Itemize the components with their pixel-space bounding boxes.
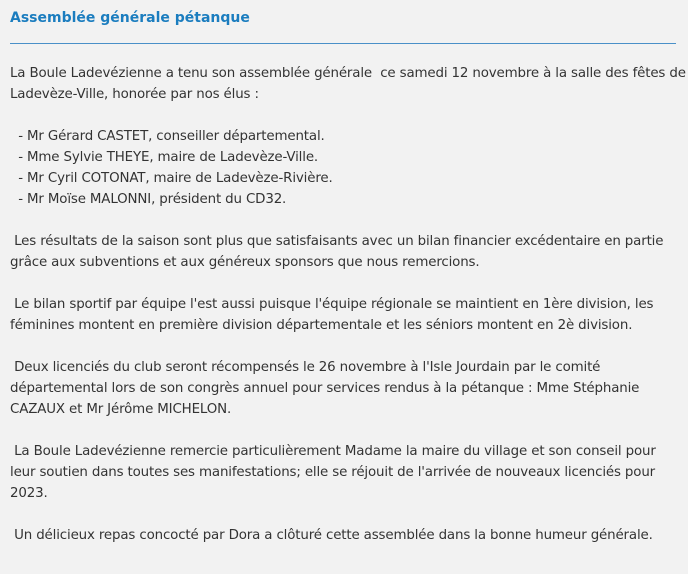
official-item: - Mr Moïse MALONNI, président du CD32. [10, 192, 287, 207]
sport-line: Le bilan sportif par équipe l'est aussi puisque l'équipe régionale se maintient en 1ère division, les [10, 297, 654, 312]
results-line: grâce aux subventions et aux généreux sponsors que nous remercions. [10, 255, 480, 270]
official-item: - Mr Cyril COTONAT, maire de Ladevèze-Rivière. [10, 171, 333, 186]
thanks-paragraph [10, 441, 678, 504]
awards-line: CAZAUX et Mr Jérôme MICHELON. [10, 402, 232, 417]
official-item: - Mme Sylvie THEYE, maire de Ladevèze-Ville. [10, 150, 319, 165]
officials-list [10, 126, 678, 210]
official-item: - Mr Gérard CASTET, conseiller départemental. [10, 129, 325, 144]
sport-paragraph [10, 294, 678, 336]
thanks-line: 2023. [10, 486, 48, 501]
intro-line: La Boule Ladevézienne a tenu son assemblée générale ce samedi 12 novembre à la salle des fêtes de [10, 66, 686, 81]
closing-line: Un délicieux repas concocté par Dora a clôturé cette assemblée dans la bonne humeur générale. [10, 528, 653, 543]
closing-paragraph [10, 525, 678, 546]
results-paragraph [10, 231, 678, 273]
thanks-line: leur soutien dans toutes ses manifestations; elle se réjouit de l'arrivée de nouveaux licenciés pour [10, 465, 656, 480]
article-body [10, 63, 686, 567]
title-divider [10, 43, 676, 44]
intro-paragraph [10, 63, 686, 105]
thanks-line: La Boule Ladevézienne remercie particulièrement Madame la maire du village et son conseil pour [10, 444, 656, 459]
results-line: Les résultats de la saison sont plus que satisfaisants avec un bilan financier excédentaire en partie [10, 234, 664, 249]
awards-paragraph [10, 357, 678, 420]
article-title: Assemblée générale pétanque [10, 10, 250, 26]
intro-line: Ladevèze-Ville, honorée par nos élus : [10, 87, 259, 102]
awards-line: Deux licenciés du club seront récompensés le 26 novembre à l'Isle Jourdain par le comité [10, 360, 601, 375]
awards-line: départemental lors de son congrès annuel pour services rendus à la pétanque : Mme Stéphanie [10, 381, 640, 396]
sport-line: féminines montent en première division départementale et les séniors montent en 2è division. [10, 318, 633, 333]
